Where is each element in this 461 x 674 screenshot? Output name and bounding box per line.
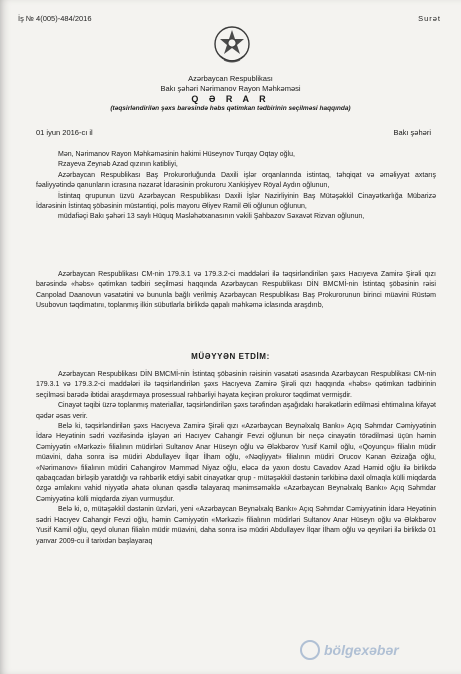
intro-paragraph: Mən, Nərimanov Rayon Məhkəməsinin hakimi Hüseynov Turqay Oqtay oğlu, [58,151,295,158]
intro-paragraph: müdafiəçi Bakı şəhəri 13 saylı Hüquq Məsləhətxanasının vəkili Şahbazov Səxavət Rizvan oğlunun, [58,213,365,221]
established-paragraph: Azərbaycan Respublikası DİN BMCMİ-nin İstintaq şöbəsinin rəisinin vəsatəti əsasında Azərbaycan Respublikası CM-nin 179.3.1 və 179.3.2-ci maddələri ilə təqsirləndirilən şəxs Hacıyeva Zamirə Şirəli qızı haqqında «həbs» qətimkan tədbirinin seçilməsi barədə ibtidai araşdırmaya prosessual rəhbərliyi həyata keçirən prokuror təqdimat vermişdir. [36,371,436,399]
document-type: Q Ə R A R [191,94,270,104]
intro-section [36,150,436,223]
case-number: İş № 4(005)-484/2016 [18,14,92,23]
court-country: Azərbaycan Respublikası [188,74,273,83]
established-heading: MÜƏYYƏN ETDİM: [191,352,270,361]
document-city: Bakı şəhəri [393,128,431,137]
established-section [36,370,436,547]
intro-paragraph: İstintaq qrupunun üzvü Azərbaycan Respublikası Daxili İşlər Nazirliyinin Baş Mütəşəkkil Cinayətkarlığa Mübarizə İdarəsinin İstintaq şöbəsinin müstəntiqi, polis mayoru Əliyev Ramil Əli oğlunun oğlunun, [36,192,436,211]
watermark [300,638,440,664]
motion-paragraph: Azərbaycan Respublikası CM-nin 179.3.1 və 179.3.2-ci maddələri ilə təqsirləndirilən şəxs Hacıyeva Zamirə Şirəli qızı barəsində «həbs» qətimkan tədbiri seçilməsi haqqında Azərbaycan Respublikası DİN BMCMİ-nin İstintaq şöbəsinin rəisi Canpolad Daanovun vəsatətini və bununla bağlı verilmiş Azərbaycan Respublikası Baş Prokurorunun birinci müavini Rüstəm Usubovun təqdimatını, toplanmış ilkin sübutlarla birlikdə qapalı məhkəmə iclasında araşdırıb, [36,271,436,310]
copy-label: Surət [418,14,441,23]
motion-section [36,270,436,312]
watermark-logo-icon [300,640,320,660]
intro-paragraph: Rzayeva Zeynəb Azad qızının katibliyi, [58,161,178,169]
document-subject: (təqsirləndirilən şəxs barəsində həbs qətimkan tədbirinin seçilməsi haqqında) [110,105,351,112]
established-paragraph: Belə ki, o, mütəşəkkil dəstənin üzvləri, yeni «Azərbaycan Beynəlxalq Bankı» Açıq Səhmdar Cəmiyyətinin İdarə Heyətinin sədri Hacıyev Cahangir Fevzi oğlu, həmin Cəmiyyətin «Mərkəzi» filialının müdirləri Sultanov Anar Hüseyn oğlu və Ələkbərov Yusif Kamil oğlu, qeyd olunan filialın müdir müavini, daha sonra isə müdiri Abdullayev İlqar İlham oğlu və qeyriləri ilə birlikdə 01 yanvar 2009-cu il tarixdən başlayaraq [36,506,436,545]
established-paragraph: Belə ki, təqsirləndirilən şəxs Hacıyeva Zamirə Şirəli qızı «Azərbaycan Beynəlxalq Bankı» Açıq Səhmdar Cəmiyyətinin İdarə Heyətinin sədri vəzifəsində işləyən əri Hacıyev Cahangir Fevzi oğlunun bir neçə cinayətin törədilməsi üçün həmin Cəmiyyətin «Mərkəzi» filialının müdirləri Sultanov Anar Hüseyn oğlu və Ələkbərov Yusif Kamil oğlu, «Qoyunçu» filialın müdir müavini, daha sonra isə müdiri Abdullayev İlqar İlham oğlu, «Nəqliyyat» filialının müdiri Orucov Kənan Əzizağa oğlu, «Nərimanov» filialının müdiri Cahangirov Məmməd Niyaz oğlu, eləcə də yaxın dostu Cavadov Azad Həmid oğlu ilə birlikdə qabaqcadan birləşib yaratdığı və rəhbərlik etdiyi sabit cinayətkar qrup - mütəşəkkil dəstənin tərkibinə daxil olmaqla külli miqdarda özgə əmlakını vahid niyyətlə əhatə olunan qəsdlə talayaraq mənimsəməklə «Azərbaycan Beynəlxalq Bankı» Açıq Səhmdar Cəmiyyətinə külli miqdarda ziyan vurmuşdur. [36,423,436,503]
court-name: Bakı şəhəri Nərimanov Rayon Məhkəməsi [160,84,301,93]
document-date: 01 iyun 2016-cı il [36,128,93,137]
intro-paragraph: Azərbaycan Respublikası Baş Prokurorluğunda Daxili işlər orqanlarında istintaq, təhqiqat və əməliyyat axtarış fəaliyyətində qanunların icrasına nəzarət İdarəsinin prokuroru Xankişiyev Röyal Aydın oğlunun, [36,171,436,190]
state-emblem-icon [212,24,252,68]
established-paragraph: Cinayət təqibi üzrə toplanmış materiallar, təqsirləndirilən şəxs tərəfindən aşağıdakı hərəkətlərin edilməsi ehtimalına kifayət qədər əsas verir. [36,402,436,420]
watermark-text: bölgexəbər [324,642,399,658]
